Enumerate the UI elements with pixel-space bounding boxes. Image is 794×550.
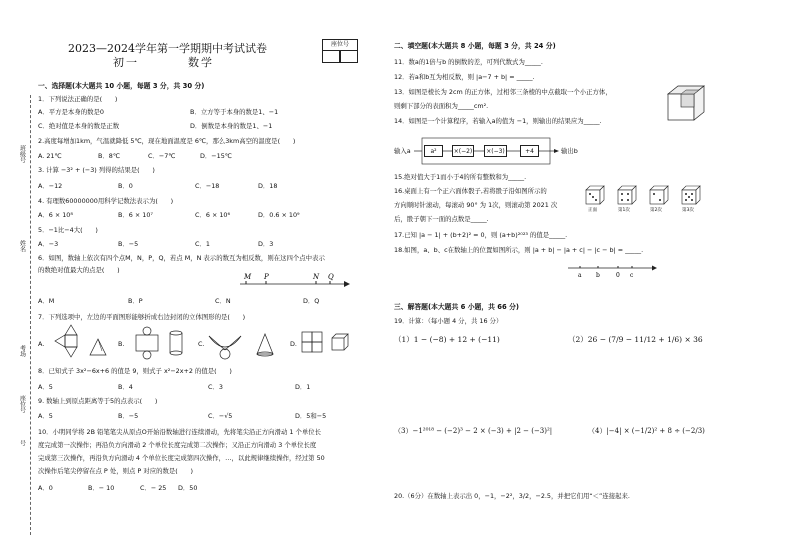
q9-option-d: D．5和−5 (295, 412, 327, 420)
q10-line-4: 次操作后笔尖停留在点 P 处，则点 P 对应的数是( ) (38, 467, 194, 475)
q6-number-line (240, 270, 350, 292)
q5-option-d: D．3 (258, 240, 274, 248)
axis-label-p: P (264, 273, 269, 281)
q13-line-1: 13．如图是棱长为 2cm 的正方体，过相邻三条棱的中点截取一个小正方体， (394, 88, 612, 96)
q2-option-b: B．8℃ (98, 152, 121, 160)
q7-stem: 7．下列选项中，左边的平面图形能够折成右边封闭的立体图形的是( ) (38, 313, 246, 321)
subject-label: 数学 (188, 56, 214, 69)
q2-option-c: C．−7℃ (148, 152, 176, 160)
q1-option-d: D．倒数是本身的数是1、−1 (190, 122, 273, 130)
q4-option-c: C．6 × 10⁶ (195, 211, 231, 219)
q16-line-1: 16.桌面上有一个正六面体骰子,若将骰子沿如图所示的 (394, 187, 547, 195)
q10-option-b: B．− 10 (88, 484, 115, 492)
section-fill-heading: 二、填空题(本大题共 8 小题，每题 3 分，共 24 分) (394, 42, 556, 50)
q17-stem: 17.已知 |a − 1| + (b+2)² = 0，则 (a+b)²⁰²³ 的值是_____. (394, 231, 568, 239)
q2-option-a: A. 21℃ (38, 152, 62, 160)
axis18-label-c: c (630, 272, 634, 279)
axis18-label-b: b (596, 272, 600, 279)
binding-line (30, 95, 31, 535)
q10-line-2: 度完成第一次操作；再沿负方向滑动 2 个单位长度完成第二次操作；又沿正方向滑动 3 个单位长度 (38, 441, 317, 449)
axis18-label-a: a (578, 272, 582, 279)
q8-option-d: D．1 (295, 383, 311, 391)
q4-option-b: B．6 × 10⁷ (118, 211, 153, 219)
q10-option-d: D．50 (178, 484, 198, 492)
q18-stem: 18.如图，a、b、c在数轴上的位置如图所示，则 |a + b| − |a + c| − |c − b| = _____. (394, 246, 644, 254)
q10-line-1: 10．小明同学将 2B 铅笔笔尖从原点O开始沿数轴进行连续滑动，先将笔尖沿正方向滑动 1 个单位长 (38, 428, 322, 436)
q1-stem: 1．下列说法正确的是( ) (38, 95, 118, 103)
q3-option-c: C．−18 (195, 182, 220, 190)
q3-stem: 3. 计算 −3² + (−3) 列得的结果是( ) (38, 166, 155, 174)
q5-stem: 5．−1比−4大( ) (38, 226, 98, 234)
margin-label-room: 考场 (18, 345, 26, 357)
axis-label-m: M (244, 273, 252, 281)
q9-option-a: A．5 (38, 412, 53, 420)
q2-stem: 2.高度每增加1km，气温就降低 5℃，现在地面温度是 6℃，那么3km高空的温度是( ) (38, 137, 296, 145)
q3-option-a: A．−12 (38, 182, 63, 190)
margin-label-number: 号 (18, 440, 26, 446)
q5-option-c: C．1 (195, 240, 210, 248)
q7-option-c: C. (198, 340, 205, 348)
q9-stem: 9. 数轴上到原点距离等于5的点表示( ) (38, 397, 158, 405)
section-solve-heading: 三、解答题(本大题共 6 小题，共 66 分) (394, 303, 520, 311)
dice-label-1: 第1次 (618, 208, 630, 213)
q5-option-b: B．−5 (118, 240, 139, 248)
page-title: 2023—2024学年第一学期期中考试试卷 (68, 42, 267, 55)
q2-option-d: D．−15℃ (200, 152, 232, 160)
q9-option-b: B．−5 (118, 412, 139, 420)
dice-label-2: 第2次 (650, 208, 662, 213)
q13-cube-figure (666, 84, 706, 124)
q10-option-c: C．− 25 (140, 484, 167, 492)
dice-label-3: 第3次 (682, 208, 694, 213)
q8-stem: 8．已知式子 3x²−6x+6 的值是 9，则式子 x²−2x+2 的值是( ) (38, 367, 232, 375)
q15-stem: 15.绝对值大于1而小于4的所有整数和为_____. (394, 173, 527, 181)
q3-option-b: B．0 (118, 182, 133, 190)
q18-number-line (568, 260, 658, 280)
seat-number-box-2[interactable] (340, 50, 358, 63)
section-choice-heading: 一、选择题(本大题共 10 小题，每题 3 分，共 30 分) (38, 82, 205, 90)
q19-stem: 19．计算：（每小题 4 分，共 16 分） (394, 317, 503, 325)
q19-calc-2: （2）26 − (7/9 − 11/12 + 1/6) × 36 (568, 335, 703, 344)
q7-option-b: B. (118, 340, 125, 348)
q6-option-d: D．Q (303, 297, 320, 305)
flow-input-label: 输入a (394, 147, 411, 155)
q20-stem: 20.（6分）在数轴上表示出 0，−1，−2²，3/2，−2.5，并把它们用“＜”连接起来. (394, 492, 630, 500)
axis-label-n: N (313, 273, 320, 281)
q9-option-c: C．−√5 (208, 412, 233, 420)
axis-label-q: Q (328, 273, 334, 281)
margin-label-seat: 座位号 (18, 395, 26, 413)
flow-output-label: 输出b (561, 147, 578, 155)
q7-figure-a (50, 325, 125, 361)
q6-option-c: C．N (215, 297, 231, 305)
dice-label-front: 正面 (588, 208, 597, 213)
q7-option-d: D. (290, 340, 297, 348)
q16-line-2: 方向顺时针滚动，每滚动 90° 为 1次，则滚动第 2021 次 (394, 201, 558, 209)
q10-option-a: A．0 (38, 484, 53, 492)
q8-option-c: C．3 (208, 383, 223, 391)
q19-calc-1: （1）1 − (−8) + 12 + (−11) (394, 335, 500, 344)
q1-option-a: A．平方是本身的数是0 (38, 108, 104, 116)
flow-step-times-neg3: ×(−3) (484, 145, 507, 157)
seat-number-box-1[interactable] (322, 50, 340, 63)
q6-option-b: B．P (128, 297, 143, 305)
grade-label: 初一 (113, 56, 139, 69)
q4-stem: 4. 有理数60000000用科学记数法表示为( ) (38, 197, 174, 205)
q1-option-b: B．立方等于本身的数是1、−1 (190, 108, 279, 116)
margin-label-class: 班级号 (18, 145, 26, 163)
q3-option-d: D．18 (258, 182, 278, 190)
q12-stem: 12．若a和b互为相反数，则 |a−7 + b| = _____. (394, 73, 535, 81)
q11-stem: 11．数a的1倍与b 的倒数的差，可列代数式为_____. (394, 58, 543, 66)
q6-option-a: A．M (38, 297, 55, 305)
q10-line-3: 完成第三次操作，再沿负方向滑动 4 个单位长度完成第四次操作，…，以此规律继续操作，经过第 50 (38, 454, 325, 462)
q7-figure-d (300, 328, 350, 362)
flow-step-plus4: +4 (520, 145, 539, 157)
flow-step-square: a² (424, 145, 443, 157)
q13-line-2: 则剩下部分的表面积为_____cm². (394, 102, 489, 110)
q8-option-b: B．4 (118, 383, 133, 391)
q1-option-c: C．绝对值是本身的数是正数 (38, 122, 120, 130)
q19-calc-4: （4）|−4| × (−1/2)² + 8 ÷ (−2/3) (588, 427, 705, 435)
q19-calc-3: （3）−1²⁰¹⁸ − (−2)³ − 2 × (−3) + |2 − (−3)²| (394, 427, 553, 435)
q16-line-3: 后，骰子朝下一面的点数是_____. (394, 215, 489, 223)
q7-figure-c (205, 328, 280, 362)
q7-option-a: A. (38, 340, 45, 348)
q6-stem: 6．如图，数轴上依次有四个点M，N，P，Q，若点 M，N 表示的数互为相反数，则在这四个点中表示 (38, 254, 325, 262)
seat-number-label: 座位号 (322, 39, 358, 51)
q8-option-a: A．5 (38, 383, 53, 391)
q14-stem: 14．如图是一个计算程序，若输入a的值为 −1，则输出的结果应为_____. (394, 117, 602, 125)
q4-option-a: A．6 × 10⁸ (38, 211, 73, 219)
q7-figure-b (128, 327, 188, 361)
q6-stem-2: 的数绝对值最大的点是( ) (38, 266, 120, 274)
q5-option-a: A．−3 (38, 240, 59, 248)
q4-option-d: D．0.6 × 10⁹ (258, 211, 300, 219)
flow-step-times-neg2: ×(−2) (452, 145, 474, 157)
axis18-label-0: 0 (616, 272, 620, 279)
margin-label-name: 姓名 (18, 240, 26, 252)
